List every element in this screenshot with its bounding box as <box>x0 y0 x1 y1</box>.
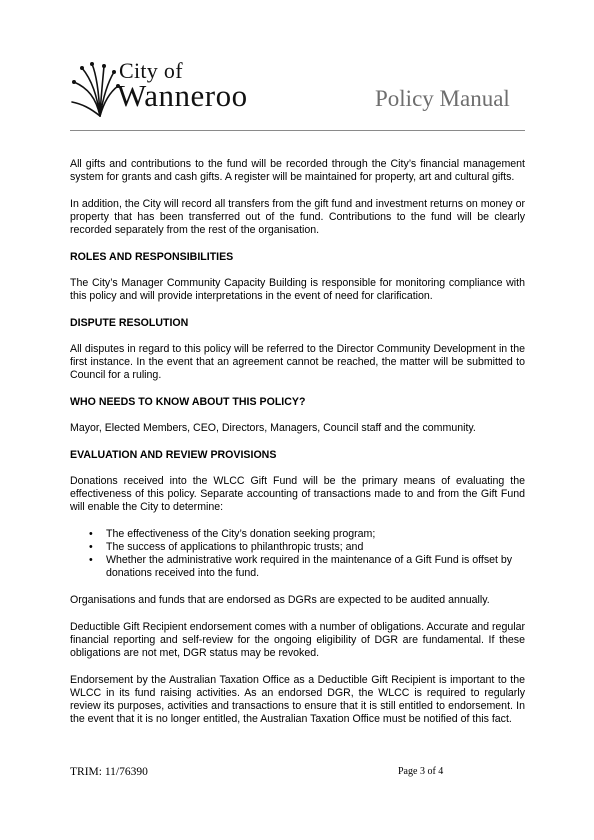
paragraph-ato-endorsement: Endorsement by the Australian Taxation Office as a Deductible Gift Recipient is important to the WLCC in its fund raising activities. As an endorsed DGR, the WLCC is required to regularly review its purposes, activities and transactions to ensure that it is still entitled to endorsement. In the event that it is no longer entitled, the Australian Taxation Office must be notified of this fact. <box>70 674 525 725</box>
paragraph-gifts-recording: All gifts and contributions to the fund will be recorded through the City’s financial management system for grants and cash gifts. A register will be maintained for property, art and cultural gifts. <box>70 158 525 183</box>
list-item <box>89 528 525 541</box>
list-item-text: The effectiveness of the City’s donation seeking program; <box>106 528 376 540</box>
evaluation-list <box>70 528 525 580</box>
header-divider <box>70 130 525 131</box>
heading-who-needs-to-know: WHO NEEDS TO KNOW ABOUT THIS POLICY? <box>70 396 306 408</box>
footer-trim-reference: TRIM: 11/76390 <box>70 766 148 778</box>
heading-evaluation: EVALUATION AND REVIEW PROVISIONS <box>70 449 277 461</box>
paragraph-who-needs-to-know: Mayor, Elected Members, CEO, Directors, Managers, Council staff and the community. <box>70 422 476 434</box>
logo-text-wanneroo: Wanneroo <box>117 78 248 113</box>
document-body <box>70 158 525 740</box>
list-item-text: Whether the administrative work required in the maintenance of a Gift Fund is offset by donations received into the fund. <box>106 554 513 579</box>
paragraph-roles: The City’s Manager Community Capacity Building is responsible for monitoring compliance with this policy and will provide interpretations in the event of need for clarification. <box>70 277 525 302</box>
logo-text-city-of: City of <box>119 58 183 83</box>
heading-dispute: DISPUTE RESOLUTION <box>70 317 189 329</box>
list-item-text: The success of applications to philanthropic trusts; and <box>106 541 364 553</box>
bullet-icon: • <box>89 528 93 540</box>
bullet-icon: • <box>89 554 93 566</box>
paragraph-organisations-audit: Organisations and funds that are endorsed as DGRs are expected to be audited annually. <box>70 594 490 606</box>
page-header-title: Policy Manual <box>375 86 510 111</box>
list-item <box>89 541 525 554</box>
paragraph-transfers: In addition, the City will record all transfers from the gift fund and investment returns on money or property that has been transferred out of the fund. Contributions to the fund will be clearly recorded separately from the rest of the organisation. <box>70 198 525 236</box>
paragraph-dispute: All disputes in regard to this policy will be referred to the Director Community Development in the first instance. In the event that an agreement cannot be reached, the matter will be submitted to Council for a ruling. <box>70 343 525 381</box>
paragraph-evaluation: Donations received into the WLCC Gift Fund will be the primary means of evaluating the effectiveness of this policy. Separate accounting of transactions made to and from the Gift Fund will enable the City to determine: <box>70 475 525 513</box>
heading-roles: ROLES AND RESPONSIBILITIES <box>70 251 234 263</box>
list-item <box>89 554 525 580</box>
footer-page-number: Page 3 of 4 <box>398 766 444 777</box>
bullet-icon: • <box>89 541 93 553</box>
paragraph-dgr-obligations: Deductible Gift Recipient endorsement comes with a number of obligations. Accurate and regular financial reporting and self-review for the ongoing eligibility of DGR are fundamental. If these obligations are not met, DGR status may be revoked. <box>70 621 525 659</box>
